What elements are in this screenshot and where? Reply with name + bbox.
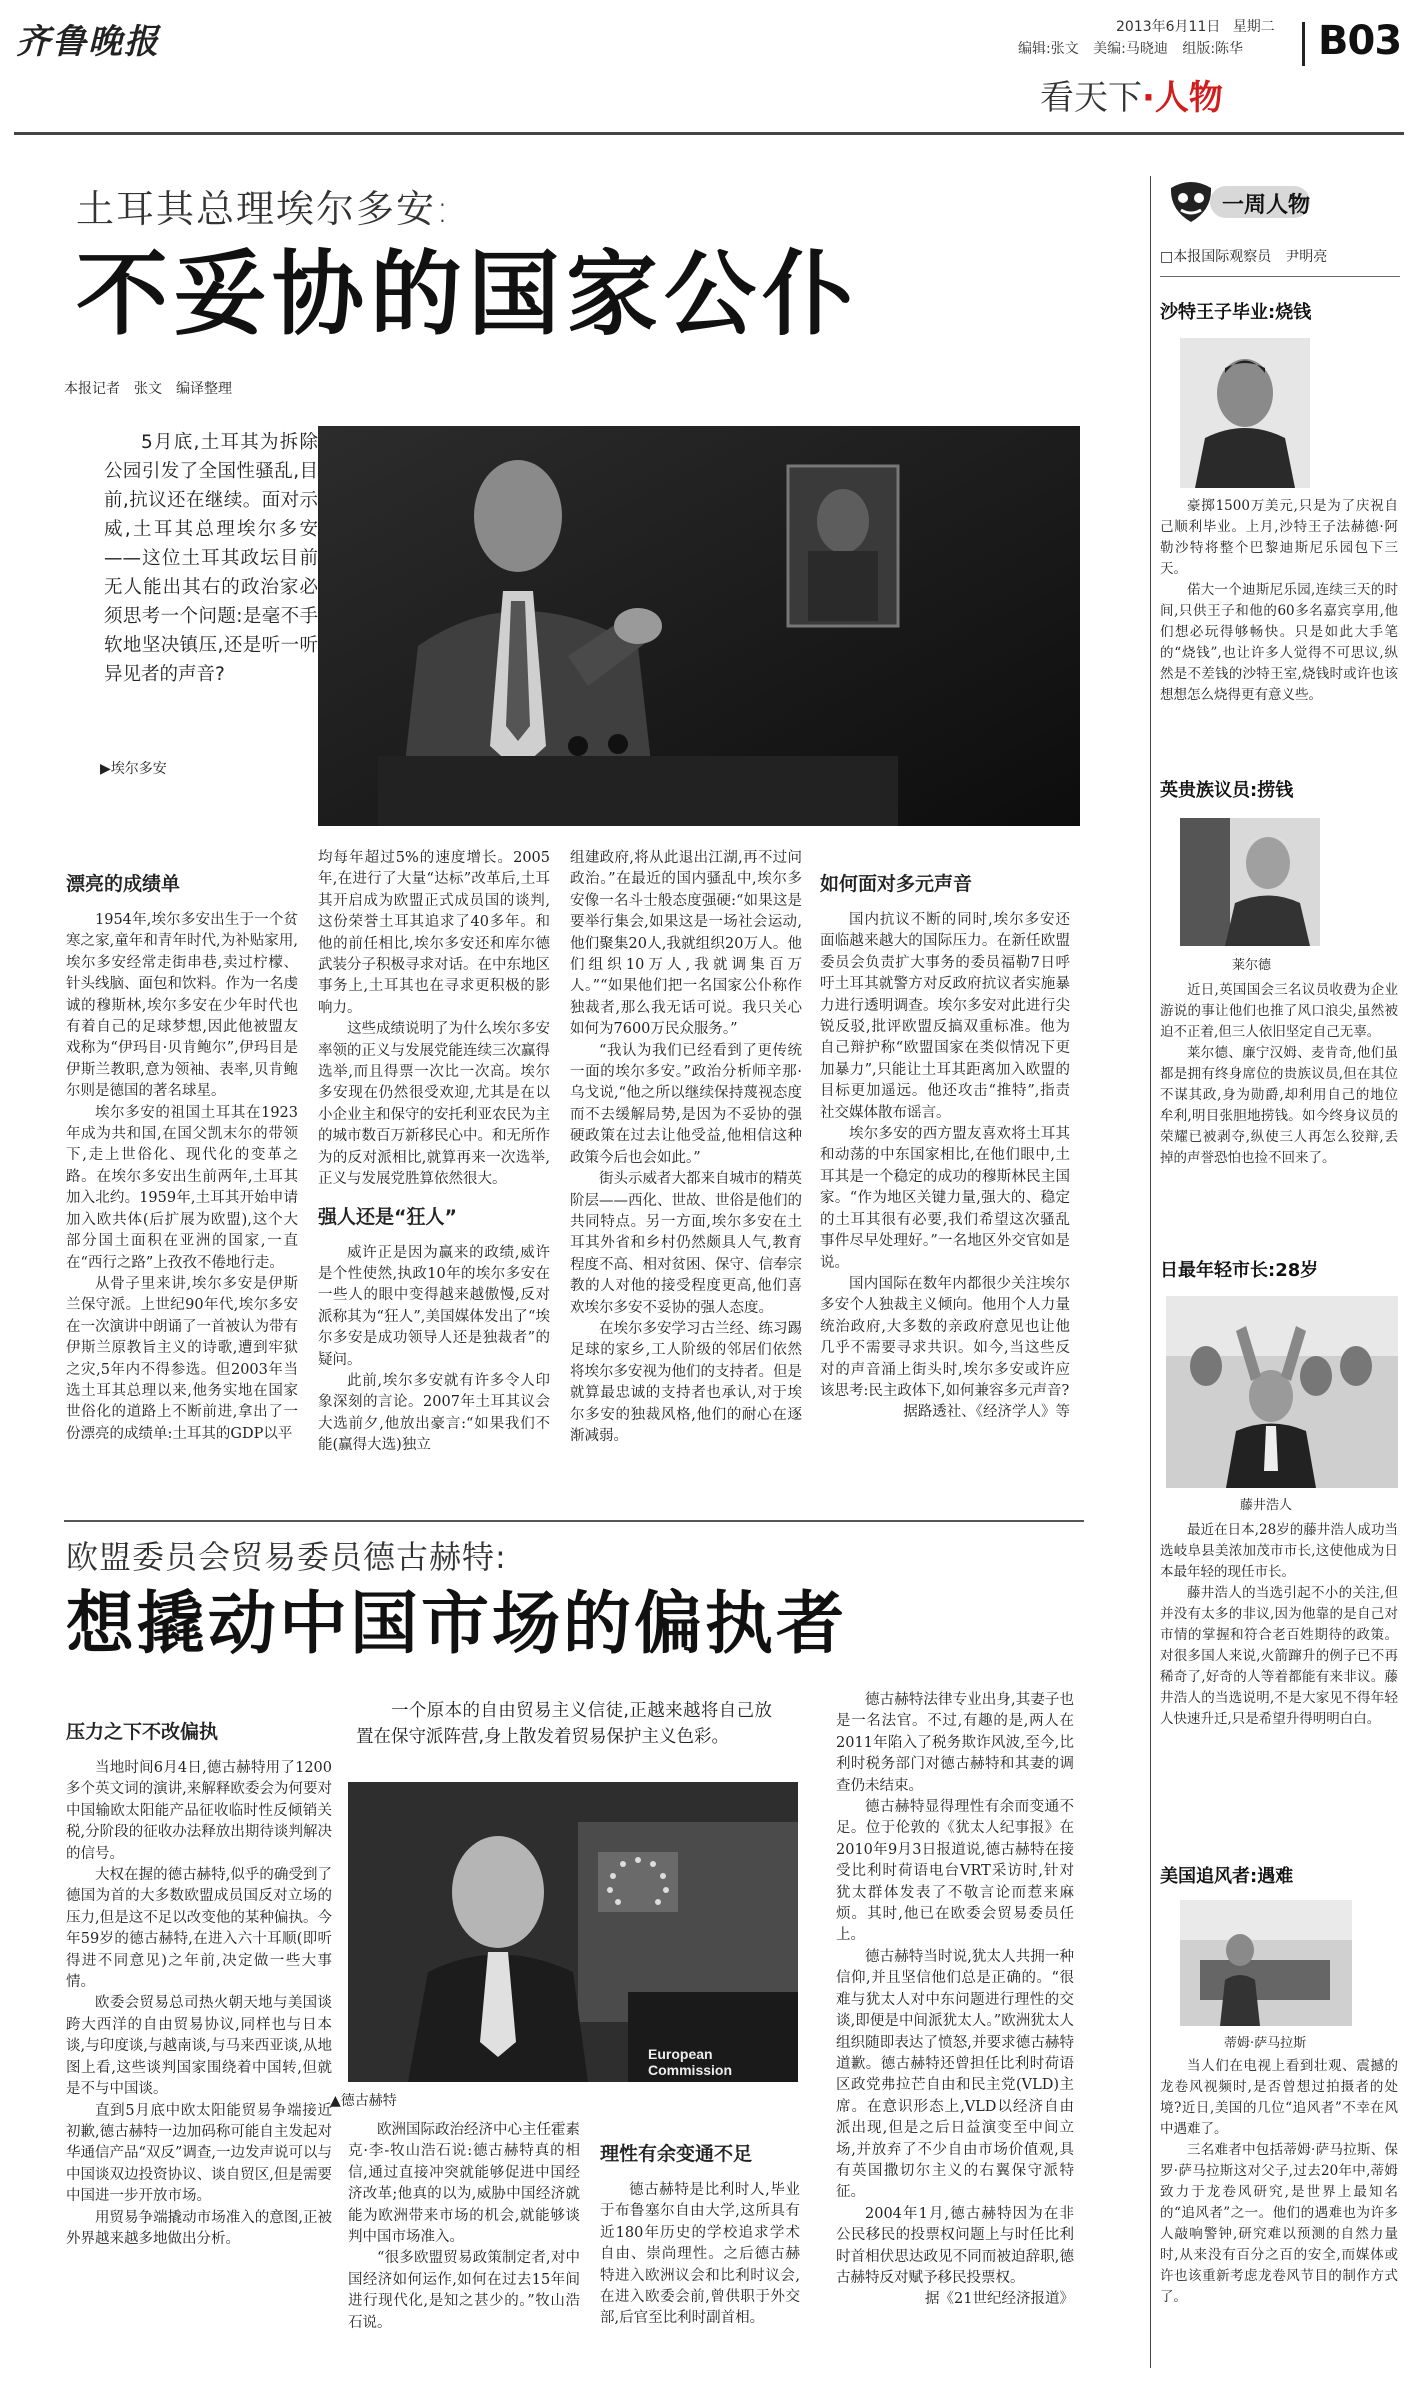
paper-logo: 齐鲁晚报 bbox=[16, 22, 160, 62]
subhead-scorecard: 漂亮的成绩单 bbox=[66, 873, 181, 895]
staff-designer: 美编:马晓迪 bbox=[1093, 41, 1168, 57]
de-gucht-photo-caption: ▲德古赫特 bbox=[330, 2093, 397, 2109]
sidebar-item-2-body bbox=[1160, 980, 1398, 1169]
story1-lead: 5月底,土耳其为拆除公园引发了全国性骚乱,目前,抗议还在继续。面对示威,土耳其总理埃尔多安——这位土耳其政坛目前无人能出其右的政治家必须思考一个问题:是毫不手软地坚决镇压,还是听一听异见者的声音? bbox=[104, 432, 318, 685]
sidebar-item-1-heading: 沙特王子毕业:烧钱 bbox=[1160, 302, 1312, 323]
issue-date: 2013年6月11日 bbox=[1116, 19, 1221, 35]
paragraph: 欧洲国际政治经济中心主任霍素克·李-牧山浩石说:德古赫特真的相信,通过直接冲突就能够促进中国经济改革;他真的以为,威胁中国经济就能为欧洲带来市场的机会,就能够谈判中国市场准入。 bbox=[348, 2122, 580, 2246]
section-name-b: 人物 bbox=[1154, 78, 1223, 118]
erdogan-photo-art bbox=[318, 426, 1080, 826]
paragraph: 三名难者中包括蒂姆·萨马拉斯、保罗·萨马拉斯这对父子,过去20年中,蒂姆致力于龙卷风研究,是世界上最知名的“追风者”之一。他们的遇难也为许多人敲响警钟,研究难以预测的自然力量时,从来没有百分之百的安全,而媒体或许也该重新考虑龙卷风节目的制作方式了。 bbox=[1160, 2142, 1398, 2305]
story-divider bbox=[64, 1520, 1084, 1522]
staff-layout: 组版:陈华 bbox=[1182, 41, 1244, 57]
sidebar-item-4-heading: 美国追风者:遇难 bbox=[1160, 1866, 1294, 1887]
paragraph: 莱尔德、廉宁汉姆、麦肯奇,他们虽都是拥有终身席位的贵族议员,但在其位不谋其政,身为勋爵,却利用自己的地位牟利,明目张胆地捞钱。如今终身议员的荣耀已被剥夺,纵使三人再怎么狡辩,丢掉的声誉恐怕也捡不回来了。 bbox=[1160, 1045, 1398, 1166]
de-gucht-photo-art bbox=[348, 1782, 798, 2082]
story1-byline: 本报记者 张文 编译整理 bbox=[64, 381, 232, 397]
subhead-rational: 理性有余变通不足 bbox=[600, 2143, 753, 2165]
masthead bbox=[0, 0, 1417, 140]
paragraph: 偌大一个迪斯尼乐园,连续三天的时间,只供王子和他的60多名嘉宾享用,他们想必玩得够畅快。只是如此大手笔的“烧钱”,也让许多人觉得不可思议,纵然是不差钱的沙特王室,烧钱时或许也该想想怎么烧得更有意义些。 bbox=[1160, 582, 1398, 703]
sidebar-item-3-body bbox=[1160, 1520, 1398, 1730]
paragraph: 近日,英国国会三名议员收费为企业游说的事让他们也推了风口浪尖,虽然被迫不正着,但三人依旧坚定自己无辜。 bbox=[1160, 982, 1398, 1040]
masthead-date bbox=[1116, 16, 1275, 36]
story1-column-4 bbox=[820, 870, 1070, 1424]
subhead-under-pressure: 压力之下不改偏执 bbox=[66, 1721, 219, 1743]
paragraph: 大权在握的德古赫特,似乎的确受到了德国为首的大多数欧盟成员国反对立场的压力,但是这不足以改变他的某种偏执。今年59岁的德古赫特,在进入六十耳顺(即听得进不同意见)之年前,决定做一些大事情。 bbox=[66, 1867, 332, 1991]
sidebar-rule bbox=[1150, 176, 1151, 2368]
sidebar-item-4-caption: 蒂姆·萨马拉斯 bbox=[1224, 2036, 1307, 2051]
paragraph: 德古赫特显得理性有余而变通不足。位于伦敦的《犹太人纪事报》在2010年9月3日报道说,德古赫特在接受比利时荷语电台VRT采访时,针对犹太群体发表了不敬言论而惹来麻烦。其时,他已在欧委会贸易委员任上。 bbox=[836, 1799, 1074, 1944]
paragraph: 均每年超过5%的速度增长。2005年,在进行了大量“达标”改革后,土耳其开启成为欧盟正式成员国的谈判,这份荣誉土耳其追求了40多年。和他的前任相比,埃尔多安还和库尔德武装分子积极寻求对话。在中东地区事务上,土耳其也在寻求更积极的影响力。 bbox=[318, 850, 550, 1016]
saudi-prince-photo bbox=[1180, 338, 1310, 488]
section-name-a: 看天下 bbox=[1040, 78, 1142, 118]
paragraph: 国内国际在数年内都很少关注埃尔多安个人独裁主义倾向。他用个人力量统治政府,大多数的亲政府意见也让他几乎不需要寻求共识。如今,当这些反对的声音涌上街头时,埃尔多安或许应该思考:民主政体下,如何兼容多元声音? bbox=[820, 1275, 1070, 1399]
paragraph: 组建政府,将从此退出江湖,再不过问政治。”在最近的国内骚乱中,埃尔多安像一名斗士般态度强硬:“如果这是要举行集会,如果这是一场社会运动,他们聚集20人,我就组织20万人。他们组织10万人,我就调集百万人。”“如果他们把一名国家公仆称作独裁者,那么我无话可说。我只关心如何为7600万民众服务。” bbox=[570, 850, 802, 1038]
samaras-photo bbox=[1180, 1900, 1352, 2026]
story2-column-3b bbox=[836, 1690, 1074, 2311]
story2-source: 据《21世纪经济报道》 bbox=[925, 2291, 1074, 2308]
sidebar-title: 一周人物 bbox=[1222, 193, 1311, 218]
paragraph: 1954年,埃尔多安出生于一个贫寒之家,童年和青年时代,为补贴家用,埃尔多安经常走街串巷,卖过柠檬、针头线脑、面包和饮料。作为一名虔诚的穆斯林,埃尔多安在少年时代也有着自己的足球梦想,因此他被盟友戏称为“伊玛目·贝肯鲍尔”,伊玛目是伊斯兰教职,意为领袖、表率,贝肯鲍尔则是德国的著名球星。 bbox=[66, 912, 298, 1100]
sidebar-item-4-body bbox=[1160, 2056, 1398, 2308]
paragraph: 最近在日本,28岁的藤井浩人成功当选岐阜县美浓加茂市市长,这使他成为日本最年轻的现任市长。 bbox=[1160, 1522, 1398, 1580]
sidebar-byline-rule bbox=[1160, 276, 1400, 277]
paragraph: 在埃尔多安学习古兰经、练习踢足球的家乡,工人阶级的邻居们依然将埃尔多安视为他们的支持者。但是就算最忠诚的支持者也承认,对于埃尔多安的独裁风格,他们的耐心在逐渐减弱。 bbox=[570, 1320, 802, 1444]
paragraph: 2004年1月,德古赫特因为在非公民移民的投票权问题上与时任比利时首相伏思达政见不同而被迫辞职,德古赫特反对赋予移民投票权。 bbox=[836, 2205, 1074, 2286]
paragraph: 德古赫特法律专业出身,其妻子也是一名法官。不过,有趣的是,两人在2011年陷入了税务欺诈风波,至今,比利时税务部门对德古赫特和其妻的调查仍未结束。 bbox=[836, 1692, 1074, 1794]
staff-editor: 编辑:张文 bbox=[1018, 41, 1079, 57]
paragraph: 从骨子里来讲,埃尔多安是伊斯兰保守派。上世纪90年代,埃尔多安在一次演讲中朗诵了一首被认为带有伊斯兰原教旨主义的诗歌,遭到牢狱之灾,5年内不得参选。但2003年当选土耳其总理以来,他务实地在国家世俗化的道路上不断前进,拿出了一份漂亮的成绩单:土耳其的GDP以平 bbox=[66, 1275, 298, 1442]
section-separator: · bbox=[1142, 78, 1155, 118]
paragraph: 埃尔多安的西方盟友喜欢将土耳其和动荡的中东国家相比,在他们眼中,土耳其是一个稳定的成功的穆斯林民主国家。“作为地区关键力量,强大的、稳定的土耳其很有必要,我们希望这次骚乱事件尽早处理好。”一名地区外交官如是说。 bbox=[820, 1126, 1070, 1271]
story2-kicker: 欧盟委员会贸易委员德古赫特: bbox=[66, 1538, 507, 1576]
sidebar-item-2-heading: 英贵族议员:捞钱 bbox=[1160, 780, 1294, 801]
sidebar-item-3-caption: 藤井浩人 bbox=[1240, 1498, 1293, 1513]
staff-line bbox=[1018, 38, 1243, 58]
weekday: 星期二 bbox=[1232, 19, 1275, 35]
page-number: B03 bbox=[1318, 18, 1402, 64]
paragraph: 街头示威者大都来自城市的精英阶层——西化、世故、世俗是他们的共同特点。另一方面,埃尔多安在土耳其外省和乡村仍然颇具人气,教育程度不高、相对贫困、保守、信奉宗教的人对他的接受程度更高,他们喜欢埃尔多安不妥协的强人态度。 bbox=[570, 1171, 802, 1316]
sidebar-item-1-body bbox=[1160, 496, 1398, 706]
story1-column-3 bbox=[570, 848, 802, 1447]
subhead-strongman: 强人还是“狂人” bbox=[318, 1205, 457, 1228]
paragraph: 当人们在电视上看到壮观、震撼的龙卷风视频时,是否曾想过拍摄者的处境?近日,美国的几位“追风者”不幸在风中遇难了。 bbox=[1160, 2058, 1398, 2137]
paragraph: 德古赫特当时说,犹太人共拥一种信仰,并且坚信他们总是正确的。“很难与犹太人对中东问题进行理性的交谈,即便是中间派犹太人。”欧洲犹太人组织随即表达了愤怒,并要求德古赫特道歉。德古赫特还曾担任比利时荷语区政党弗拉芒自由和民主党(VLD)主席。在意识形态上,VLD以经济自由派出现,但是之后日益演变至中间立场,并放弃了不少自由市场价值观,具有英国撒切尔主义的右翼保守派特征。 bbox=[836, 1948, 1074, 2201]
subhead-pluralism: 如何面对多元声音 bbox=[820, 873, 973, 895]
paragraph: “很多欧盟贸易政策制定者,对中国经济如何运作,如何在过去15年间进行现代化,是知之甚少的。”牧山浩石说。 bbox=[348, 2250, 580, 2331]
story2-column-2 bbox=[348, 2120, 580, 2334]
paragraph: 直到5月底中欧太阳能贸易争端接近初歉,德古赫特一边加码称可能自主发起对华通信产品“双反”调查,一边发声说可以与中国谈双边投资协议、谈自贸区,但是需要中国进一步开放市场。 bbox=[66, 2102, 332, 2205]
laird-photo bbox=[1180, 818, 1320, 946]
story1-column-2 bbox=[318, 848, 550, 1457]
story2-lead: 一个原本的自由贸易主义信徒,正越来越将自己放置在保守派阵营,身上散发着贸易保护主义色彩。 bbox=[356, 1701, 772, 1747]
paragraph: 此前,埃尔多安就有许多令人印象深刻的言论。2007年土耳其议会大选前夕,他放出豪言:“如果我们不能(赢得大选)独立 bbox=[318, 1372, 550, 1454]
story1-headline: 不妥协的国家公仆 bbox=[76, 241, 861, 348]
paragraph: 豪掷1500万美元,只是为了庆祝自己顺利毕业。上月,沙特王子法赫德·阿勒沙特将整个巴黎迪斯尼乐园包下三天。 bbox=[1160, 498, 1398, 577]
de-gucht-photo bbox=[348, 1782, 798, 2082]
story2-column-3a bbox=[600, 2140, 800, 2330]
story2-column-1 bbox=[66, 1718, 332, 2250]
fujii-photo bbox=[1166, 1296, 1398, 1488]
paragraph: 用贸易争端撬动市场准入的意图,正被外界越来越多地做出分析。 bbox=[66, 2209, 332, 2247]
paragraph: 威许正是因为赢来的政绩,威许是个性使然,执政10年的埃尔多安在一些人的眼中变得越来越傲慢,反对派称其为“狂人”,美国媒体发出了“埃尔多安是成功领导人还是独裁者”的疑问。 bbox=[318, 1244, 550, 1368]
erdogan-photo bbox=[318, 426, 1080, 826]
story1-kicker: 土耳其总理埃尔多安: bbox=[76, 187, 451, 231]
mask-icon bbox=[1166, 180, 1216, 224]
paragraph: “我认为我们已经看到了更传统一面的埃尔多安。”政治分析师辛那·乌戈说,“他之所以继续保持蔑视态度而不去缓解局势,是因为不妥协的强硬政策在过去让他受益,他相信这种政策今后也会如此。” bbox=[570, 1042, 802, 1166]
sidebar-header bbox=[1160, 176, 1402, 232]
paragraph: 藤井浩人的当选引起不小的关注,但并没有太多的非议,因为他靠的是自己对市情的掌握和符合老百姓期待的政策。对很多国人来说,火箭蹿升的例子已不再稀奇了,好奇的人等着都能有来非议。藤井浩人的当选说明,不是大家见不得年轻人快速升迁,只是希望升得明明白白。 bbox=[1160, 1585, 1398, 1727]
sidebar-item-3-heading: 日最年轻市长:28岁 bbox=[1160, 1260, 1319, 1281]
photo-backdrop-text: European Commission bbox=[648, 2046, 733, 2078]
masthead-rule bbox=[14, 132, 1404, 135]
paragraph: 德古赫特是比利时人,毕业于布鲁塞尔自由大学,这所具有近180年历史的学校追求学术自由、崇尚理性。之后德古赫特进入欧洲议会和比利时议会,在进入欧委会前,曾供职于外交部,后官至比利时副首相。 bbox=[600, 2182, 800, 2327]
erdogan-photo-caption: ▶埃尔多安 bbox=[100, 761, 167, 777]
story1-column-1 bbox=[66, 870, 298, 1445]
sidebar-item-2-caption: 莱尔德 bbox=[1232, 958, 1272, 973]
section-label bbox=[1040, 70, 1223, 119]
page-divider bbox=[1302, 22, 1305, 66]
paragraph: 埃尔多安的祖国土耳其在1923年成为共和国,在国父凯末尔的带领下,走上世俗化、现代化的变革之路。在埃尔多安出生前两年,土耳其加入北约。1959年,土耳其开始申请加入欧共体(后扩展为欧盟),这个大部分国土面积在亚洲的国家,一直在“西行之路”上孜孜不倦地行走。 bbox=[66, 1104, 298, 1271]
story2-headline: 想撬动中国市场的偏执者 bbox=[66, 1585, 848, 1664]
paragraph: 这些成绩说明了为什么埃尔多安率领的正义与发展党能连续三次赢得选举,而且得票一次比一次高。埃尔多安现在仍然很受欢迎,尤其是在以小企业主和保守的安托利亚农民为主的城市数百万新移民心中。和无所作为的反对派相比,就算再来一次选举,正义与发展党胜算依然很大。 bbox=[318, 1021, 550, 1188]
paragraph: 当地时间6月4日,德古赫特用了1200多个英文词的演讲,来解释欧委会为何要对中国输欧太阳能产品征收临时性反倾销关税,分阶段的征收办法释放出期待谈判解决的信号。 bbox=[66, 1760, 332, 1862]
paragraph: 国内抗议不断的同时,埃尔多安还面临越来越大的国际压力。在新任欧盟委员会负责扩大事务的委员福勒7日呼吁土耳其就警方对反政府抗议者实施暴力进行透明调查。埃尔多安对此进行尖锐反驳,批评欧盟反搞双重标准。他为自己辩护称“欧盟国家在类似情况下更加暴力”,只能让土耳其距离加入欧盟的目标更加遥远。他还攻击“推特”,指责社交媒体散布谣言。 bbox=[820, 912, 1070, 1121]
sidebar-byline: □本报国际观察员 尹明亮 bbox=[1160, 249, 1328, 265]
paragraph: 欧委会贸易总司热火朝天地与美国谈跨大西洋的自由贸易协议,同样也与日本谈,与印度谈,与越南谈,与马来西亚谈,从地图上看,这些谈判国家围绕着中国转,但就是不与中国谈。 bbox=[66, 1995, 332, 2098]
story1-source: 据路透社、《经济学人》等 bbox=[903, 1404, 1070, 1421]
